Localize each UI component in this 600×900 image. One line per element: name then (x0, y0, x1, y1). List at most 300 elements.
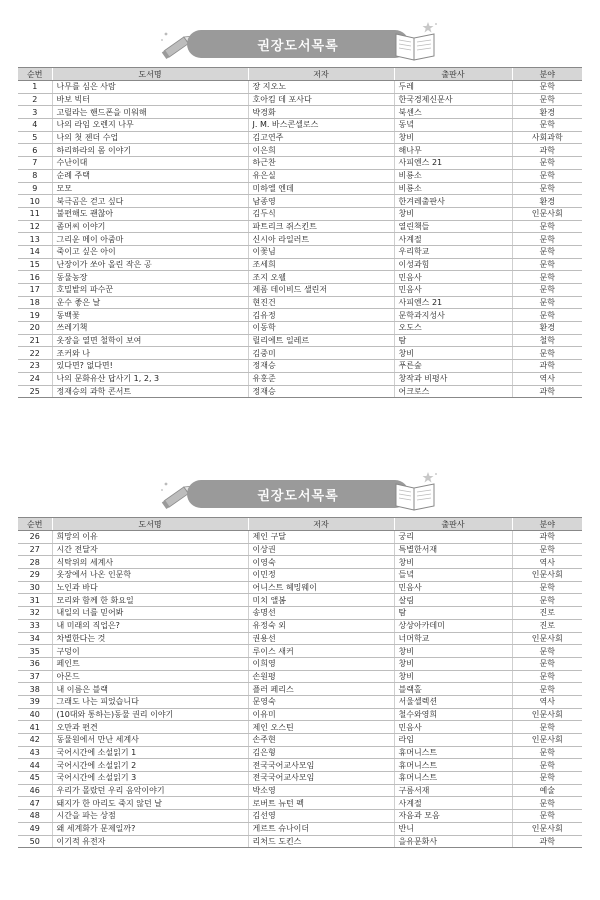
cell-author: 조세희 (248, 258, 394, 271)
cell-category: 과학 (512, 385, 582, 398)
table-row (18, 385, 582, 398)
cell-publisher: 이성과힘 (394, 258, 512, 271)
cell-category: 역사 (512, 695, 582, 708)
cell-publisher: 블랙홀 (394, 683, 512, 696)
cell-title: 국어시간에 소설읽기 1 (52, 746, 248, 759)
cell-category: 진로 (512, 607, 582, 620)
table-row (18, 131, 582, 144)
cell-publisher: 어크로스 (394, 385, 512, 398)
cell-title: 고릴라는 핸드폰을 미워해 (52, 106, 248, 119)
table-row (18, 119, 582, 132)
cell-publisher: 두레 (394, 81, 512, 94)
cell-publisher: 창비 (394, 207, 512, 220)
cell-publisher: 민음사 (394, 284, 512, 297)
cell-category: 문학 (512, 182, 582, 195)
cell-title: 모리와 함께 한 화요일 (52, 594, 248, 607)
cell-title: 그리운 메이 아줌마 (52, 233, 248, 246)
cell-title: 정재승의 과학 콘서트 (52, 385, 248, 398)
cell-number: 40 (18, 708, 52, 721)
table-row (18, 195, 582, 208)
table-row (18, 556, 582, 569)
cell-author: 제인 오스틴 (248, 721, 394, 734)
cell-category: 인문사회 (512, 822, 582, 835)
table-header-row (18, 68, 582, 81)
cell-publisher: 구름서재 (394, 784, 512, 797)
cell-number: 22 (18, 347, 52, 360)
booklist-section-1 (0, 18, 600, 396)
cell-publisher: 한겨레출판사 (394, 195, 512, 208)
section-banner (0, 18, 600, 68)
cell-category: 환경 (512, 322, 582, 335)
cell-title: 죽이고 싶은 아이 (52, 245, 248, 258)
cell-title: 좀머씨 이야기 (52, 220, 248, 233)
cell-publisher: 서울셀렉션 (394, 695, 512, 708)
cell-number: 2 (18, 93, 52, 106)
cell-author: 어니스트 헤밍웨이 (248, 581, 394, 594)
cell-author: 장 지오노 (248, 81, 394, 94)
cell-number: 26 (18, 531, 52, 544)
cell-title: (10대와 통하는)동물 권리 이야기 (52, 708, 248, 721)
cell-publisher: 오도스 (394, 322, 512, 335)
cell-title: 옷장에서 나온 인문학 (52, 569, 248, 582)
table-row (18, 309, 582, 322)
cell-category: 철학 (512, 334, 582, 347)
cell-author: 김중미 (248, 347, 394, 360)
cell-number: 30 (18, 581, 52, 594)
cell-title: 나의 라임 오렌지 나무 (52, 119, 248, 132)
table-row (18, 284, 582, 297)
section-title: 권장도서목록 (257, 38, 339, 54)
table-row (18, 746, 582, 759)
table-row (18, 835, 582, 848)
cell-category: 문학 (512, 772, 582, 785)
cell-category: 인문사회 (512, 207, 582, 220)
table-row (18, 233, 582, 246)
cell-publisher: 사피엔스 21 (394, 296, 512, 309)
cell-publisher: 창비 (394, 347, 512, 360)
cell-category: 문학 (512, 245, 582, 258)
cell-author: 이은희 (248, 144, 394, 157)
table-row (18, 810, 582, 823)
cell-number: 17 (18, 284, 52, 297)
table-row (18, 695, 582, 708)
cell-number: 38 (18, 683, 52, 696)
cell-number: 11 (18, 207, 52, 220)
cell-number: 49 (18, 822, 52, 835)
cell-number: 7 (18, 157, 52, 170)
cell-author: 김은형 (248, 746, 394, 759)
cell-number: 34 (18, 632, 52, 645)
cell-publisher: 사계절 (394, 797, 512, 810)
cell-title: 아몬드 (52, 670, 248, 683)
cell-category: 역사 (512, 556, 582, 569)
cell-publisher: 비룡소 (394, 182, 512, 195)
cell-category: 환경 (512, 195, 582, 208)
cell-author: 박경화 (248, 106, 394, 119)
cell-author: 유은실 (248, 169, 394, 182)
table-row (18, 721, 582, 734)
table-row (18, 759, 582, 772)
cell-category: 문학 (512, 543, 582, 556)
cell-category: 환경 (512, 106, 582, 119)
cell-category: 문학 (512, 220, 582, 233)
cell-publisher: 궁리 (394, 531, 512, 544)
table-row (18, 93, 582, 106)
cell-publisher: 철수와영희 (394, 708, 512, 721)
cell-category: 예술 (512, 784, 582, 797)
cell-publisher: 창비 (394, 645, 512, 658)
cell-author: 박소영 (248, 784, 394, 797)
cell-number: 15 (18, 258, 52, 271)
cell-publisher: 사계절 (394, 233, 512, 246)
cell-publisher: 창비 (394, 556, 512, 569)
cell-publisher: 푸른숲 (394, 360, 512, 373)
cell-title: 동물원에서 만난 세계사 (52, 734, 248, 747)
cell-category: 문학 (512, 645, 582, 658)
cell-category: 문학 (512, 594, 582, 607)
table-row (18, 607, 582, 620)
cell-title: 국어시간에 소설읽기 2 (52, 759, 248, 772)
cell-title: 내 이름은 블랙 (52, 683, 248, 696)
cell-category: 문학 (512, 119, 582, 132)
cell-title: 모모 (52, 182, 248, 195)
table-row (18, 797, 582, 810)
table-row (18, 657, 582, 670)
table-header-row (18, 518, 582, 531)
table-row (18, 157, 582, 170)
open-book-icon (392, 470, 438, 514)
cell-title: 있다면? 없다면! (52, 360, 248, 373)
cell-publisher: 탐 (394, 334, 512, 347)
header-author: 저자 (248, 68, 394, 81)
cell-number: 41 (18, 721, 52, 734)
cell-number: 50 (18, 835, 52, 848)
cell-title: 왜 세계화가 문제일까? (52, 822, 248, 835)
cell-number: 31 (18, 594, 52, 607)
cell-category: 문학 (512, 309, 582, 322)
table-row (18, 594, 582, 607)
cell-category: 인문사회 (512, 569, 582, 582)
table-row (18, 531, 582, 544)
cell-title: 구덩이 (52, 645, 248, 658)
cell-category: 문학 (512, 657, 582, 670)
table-row (18, 169, 582, 182)
cell-number: 28 (18, 556, 52, 569)
cell-title: 순례 주택 (52, 169, 248, 182)
cell-category: 문학 (512, 284, 582, 297)
cell-publisher: 우리학교 (394, 245, 512, 258)
section-title-ribbon (187, 30, 409, 58)
cell-title: 쓰레기책 (52, 322, 248, 335)
cell-number: 19 (18, 309, 52, 322)
cell-number: 12 (18, 220, 52, 233)
table-row (18, 258, 582, 271)
table-row (18, 632, 582, 645)
cell-category: 문학 (512, 157, 582, 170)
cell-title: 바보 빅터 (52, 93, 248, 106)
table-row (18, 182, 582, 195)
header-author: 저자 (248, 518, 394, 531)
table-row (18, 245, 582, 258)
table-row (18, 220, 582, 233)
cell-author: 전국국어교사모임 (248, 759, 394, 772)
cell-number: 3 (18, 106, 52, 119)
cell-number: 35 (18, 645, 52, 658)
cell-author: J. M. 바스콘셀로스 (248, 119, 394, 132)
header-category: 분야 (512, 518, 582, 531)
cell-number: 25 (18, 385, 52, 398)
cell-title: 내 미래의 직업은? (52, 619, 248, 632)
cell-category: 문학 (512, 296, 582, 309)
cell-author: 문영숙 (248, 695, 394, 708)
cell-number: 18 (18, 296, 52, 309)
table-row (18, 683, 582, 696)
cell-title: 호밀밭의 파수꾼 (52, 284, 248, 297)
cell-author: 현진건 (248, 296, 394, 309)
cell-number: 16 (18, 271, 52, 284)
cell-title: 나의 문화유산 답사기 1, 2, 3 (52, 372, 248, 385)
cell-number: 46 (18, 784, 52, 797)
table-row (18, 734, 582, 747)
cell-category: 문학 (512, 233, 582, 246)
cell-publisher: 창작과 비평사 (394, 372, 512, 385)
header-title: 도서명 (52, 518, 248, 531)
cell-category: 인문사회 (512, 632, 582, 645)
table-row (18, 360, 582, 373)
cell-author: 리처드 도킨스 (248, 835, 394, 848)
cell-number: 29 (18, 569, 52, 582)
cell-title: 난장이가 쏘아 올린 작은 공 (52, 258, 248, 271)
cell-number: 45 (18, 772, 52, 785)
cell-title: 동백꽃 (52, 309, 248, 322)
cell-category: 역사 (512, 372, 582, 385)
cell-title: 나의 첫 젠더 수업 (52, 131, 248, 144)
cell-publisher: 너머학교 (394, 632, 512, 645)
cell-publisher: 반니 (394, 822, 512, 835)
cell-publisher: 자음과 모음 (394, 810, 512, 823)
cell-author: 정재승 (248, 360, 394, 373)
cell-publisher: 들녘 (394, 569, 512, 582)
cell-number: 23 (18, 360, 52, 373)
section-title-ribbon (187, 480, 409, 508)
section-title: 권장도서목록 (257, 488, 339, 504)
table-row (18, 322, 582, 335)
cell-category: 과학 (512, 360, 582, 373)
table-row (18, 372, 582, 385)
booklist-section-2 (0, 468, 600, 846)
cell-number: 48 (18, 810, 52, 823)
cell-number: 43 (18, 746, 52, 759)
cell-publisher: 휴머니스트 (394, 759, 512, 772)
cell-author: 유정숙 외 (248, 619, 394, 632)
cell-number: 32 (18, 607, 52, 620)
table-row (18, 581, 582, 594)
cell-author: 호아킴 데 포사다 (248, 93, 394, 106)
cell-number: 33 (18, 619, 52, 632)
cell-category: 인문사회 (512, 734, 582, 747)
cell-publisher: 창비 (394, 670, 512, 683)
cell-author: 권용선 (248, 632, 394, 645)
table-row (18, 543, 582, 556)
cell-category: 과학 (512, 144, 582, 157)
cell-author: 김고연주 (248, 131, 394, 144)
cell-title: 조커와 나 (52, 347, 248, 360)
table-row (18, 772, 582, 785)
cell-publisher: 민음사 (394, 271, 512, 284)
cell-title: 수난이대 (52, 157, 248, 170)
cell-publisher: 특별한서재 (394, 543, 512, 556)
cell-author: 송명선 (248, 607, 394, 620)
table-row (18, 207, 582, 220)
cell-title: 식탁위의 세계사 (52, 556, 248, 569)
cell-category: 문학 (512, 759, 582, 772)
cell-author: 손원평 (248, 670, 394, 683)
cell-author: 전국국어교사모임 (248, 772, 394, 785)
cell-author: 손주현 (248, 734, 394, 747)
cell-author: 파트리크 쥐스킨트 (248, 220, 394, 233)
cell-publisher: 해나무 (394, 144, 512, 157)
cell-publisher: 민음사 (394, 721, 512, 734)
cell-author: 제인 구달 (248, 531, 394, 544)
cell-category: 문학 (512, 746, 582, 759)
cell-title: 옷장을 열면 철학이 보여 (52, 334, 248, 347)
cell-category: 문학 (512, 810, 582, 823)
cell-number: 27 (18, 543, 52, 556)
table-row (18, 822, 582, 835)
cell-author: 유홍준 (248, 372, 394, 385)
cell-author: 릴리에트 일레르 (248, 334, 394, 347)
cell-category: 문학 (512, 271, 582, 284)
cell-author: 로버트 뉴턴 펙 (248, 797, 394, 810)
cell-title: 돼지가 한 마리도 죽지 않던 날 (52, 797, 248, 810)
cell-publisher: 동녘 (394, 119, 512, 132)
cell-title: 하리하라의 몸 이야기 (52, 144, 248, 157)
cell-author: 하근찬 (248, 157, 394, 170)
cell-number: 14 (18, 245, 52, 258)
header-category: 분야 (512, 68, 582, 81)
cell-number: 9 (18, 182, 52, 195)
cell-author: 이동학 (248, 322, 394, 335)
cell-author: 이영숙 (248, 556, 394, 569)
booklist-table (18, 67, 582, 398)
cell-publisher: 휴머니스트 (394, 772, 512, 785)
header-number: 순번 (18, 68, 52, 81)
cell-category: 문학 (512, 81, 582, 94)
cell-author: 미하엘 엔데 (248, 182, 394, 195)
cell-number: 47 (18, 797, 52, 810)
header-number: 순번 (18, 518, 52, 531)
cell-publisher: 사피엔스 21 (394, 157, 512, 170)
cell-number: 21 (18, 334, 52, 347)
cell-number: 10 (18, 195, 52, 208)
cell-category: 인문사회 (512, 708, 582, 721)
cell-number: 1 (18, 81, 52, 94)
cell-number: 20 (18, 322, 52, 335)
table-row (18, 670, 582, 683)
cell-number: 37 (18, 670, 52, 683)
cell-publisher: 라임 (394, 734, 512, 747)
cell-title: 시간 전달자 (52, 543, 248, 556)
cell-category: 과학 (512, 531, 582, 544)
cell-title: 국어시간에 소설읽기 3 (52, 772, 248, 785)
cell-publisher: 문학과지성사 (394, 309, 512, 322)
cell-number: 4 (18, 119, 52, 132)
header-publisher: 출판사 (394, 68, 512, 81)
cell-author: 게르트 슈나이더 (248, 822, 394, 835)
table-row (18, 569, 582, 582)
cell-author: 루이스 새커 (248, 645, 394, 658)
cell-publisher: 열린책들 (394, 220, 512, 233)
cell-publisher: 한국경제신문사 (394, 93, 512, 106)
table-row (18, 708, 582, 721)
cell-category: 문학 (512, 581, 582, 594)
cell-title: 그래도 나는 피었습니다 (52, 695, 248, 708)
cell-author: 김유정 (248, 309, 394, 322)
cell-author: 조지 오웰 (248, 271, 394, 284)
cell-number: 13 (18, 233, 52, 246)
cell-author: 신시아 라일러트 (248, 233, 394, 246)
cell-title: 차별한다는 것 (52, 632, 248, 645)
cell-category: 문학 (512, 670, 582, 683)
section-banner (0, 468, 600, 518)
table-row (18, 106, 582, 119)
cell-number: 39 (18, 695, 52, 708)
cell-title: 시간을 파는 상점 (52, 810, 248, 823)
table-row (18, 784, 582, 797)
cell-category: 문학 (512, 797, 582, 810)
cell-number: 6 (18, 144, 52, 157)
cell-number: 36 (18, 657, 52, 670)
cell-category: 사회과학 (512, 131, 582, 144)
cell-number: 44 (18, 759, 52, 772)
cell-author: 제롬 데이비드 샐린저 (248, 284, 394, 297)
cell-category: 문학 (512, 258, 582, 271)
open-book-icon (392, 20, 438, 64)
cell-publisher: 살림 (394, 594, 512, 607)
header-title: 도서명 (52, 68, 248, 81)
cell-publisher: 탐 (394, 607, 512, 620)
table-row (18, 271, 582, 284)
cell-category: 문학 (512, 721, 582, 734)
cell-publisher: 북센스 (394, 106, 512, 119)
cell-title: 운수 좋은 날 (52, 296, 248, 309)
cell-category: 진로 (512, 619, 582, 632)
cell-number: 5 (18, 131, 52, 144)
cell-number: 24 (18, 372, 52, 385)
cell-author: 이꽃님 (248, 245, 394, 258)
cell-author: 미치 앨봄 (248, 594, 394, 607)
cell-number: 8 (18, 169, 52, 182)
booklist-table (18, 517, 582, 848)
cell-category: 문학 (512, 347, 582, 360)
cell-title: 동물농장 (52, 271, 248, 284)
cell-publisher: 창비 (394, 131, 512, 144)
cell-title: 희망의 이유 (52, 531, 248, 544)
cell-author: 이희영 (248, 657, 394, 670)
cell-title: 이기적 유전자 (52, 835, 248, 848)
cell-author: 김선영 (248, 810, 394, 823)
table-row (18, 296, 582, 309)
cell-title: 불편해도 괜찮아 (52, 207, 248, 220)
cell-publisher: 비룡소 (394, 169, 512, 182)
cell-title: 페인트 (52, 657, 248, 670)
table-row (18, 619, 582, 632)
cell-title: 내일의 너를 믿어봐 (52, 607, 248, 620)
cell-author: 이상권 (248, 543, 394, 556)
cell-category: 문학 (512, 169, 582, 182)
header-publisher: 출판사 (394, 518, 512, 531)
cell-author: 이민정 (248, 569, 394, 582)
